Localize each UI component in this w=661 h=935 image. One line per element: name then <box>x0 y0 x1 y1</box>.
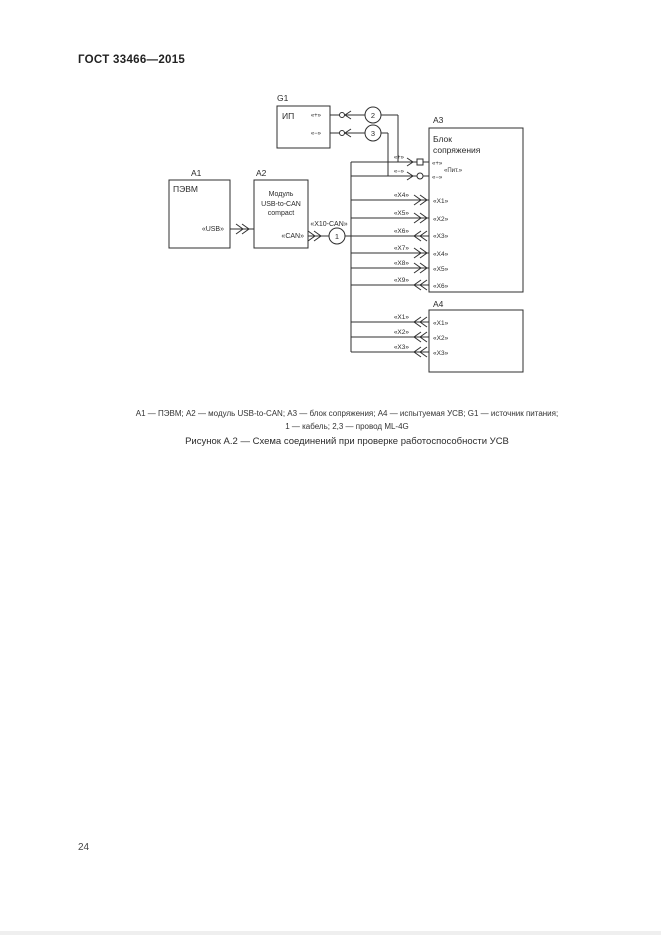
a3-pin-x3-label: «X3» <box>433 233 449 240</box>
a2-ref-label: A2 <box>256 168 267 178</box>
conductor-2-marker <box>365 107 381 123</box>
wire-a4-x-rows <box>351 322 429 352</box>
a4-x2-wire-label: «X2» <box>393 329 409 336</box>
a3-title-line2: сопряжения <box>433 145 481 155</box>
a1-name-label: ПЭВМ <box>173 184 198 194</box>
x5-wire-label: «X5» <box>393 210 409 217</box>
g1-pin-minus-label: «−» <box>310 131 321 137</box>
a2-name-line1: Модуль <box>268 191 294 198</box>
wire-a3-x-rows <box>351 200 429 285</box>
x7-wire-label: «X7» <box>393 245 409 252</box>
plus-wire-label: «+» <box>393 155 404 161</box>
svg-text:1: 1 <box>334 232 340 241</box>
a4-pin-x1-label: «X1» <box>433 320 449 327</box>
x6-wire-label: «X6» <box>393 228 409 235</box>
figure-legend-line1: А1 — ПЭВМ; А2 — модуль USB-to-CAN; А3 — блок сопряжения; А4 — испытуемая УСВ; G1 — источник питания; <box>135 409 559 418</box>
a4-x3-wire-label: «X3» <box>393 344 409 351</box>
block-a4-device-under-test <box>429 299 523 372</box>
connection-diagram <box>0 0 661 400</box>
x4-wire-label: «X4» <box>393 192 409 199</box>
g1-ref-label: G1 <box>277 93 289 103</box>
a3-pin-x2-label: «X2» <box>433 216 449 223</box>
block-a3-interface-unit <box>429 115 523 292</box>
a4-x1-wire-label: «X1» <box>393 314 409 321</box>
a1-ref-label: A1 <box>191 168 202 178</box>
g1-pin-plus-label: «+» <box>310 113 321 119</box>
a3-pin-minus-label: «−» <box>432 175 443 181</box>
a2-pin-can-label: «CAN» <box>281 233 304 240</box>
scan-bottom-edge <box>0 931 661 935</box>
a4-ref-label: A4 <box>433 299 444 309</box>
block-g1-power-source <box>277 93 330 148</box>
conductor-1-marker <box>329 228 345 244</box>
x9-wire-label: «X9» <box>393 277 409 284</box>
a2-name-line3: compact <box>267 210 295 217</box>
page-number: 24 <box>78 842 90 853</box>
a3-title-line1: Блок <box>433 134 452 144</box>
x8-wire-label: «X8» <box>393 260 409 267</box>
document-header: ГОСТ 33466—2015 <box>78 54 186 66</box>
block-a2-usb-can-module <box>254 168 308 248</box>
minus-wire-label: «−» <box>393 169 404 175</box>
a3-pin-x1-label: «X1» <box>433 198 449 205</box>
a4-pin-x3-label: «X3» <box>433 350 449 357</box>
x10-can-label: «X10-CAN» <box>310 221 348 228</box>
a4-pin-x2-label: «X2» <box>433 335 449 342</box>
figure-legend <box>70 407 624 433</box>
svg-text:3: 3 <box>370 129 376 138</box>
a3-pin-x4-label: «X4» <box>433 251 449 258</box>
figure-legend-line2: 1 — кабель; 2,3 — провод ML-4G <box>285 422 409 431</box>
a1-pin-usb-label: «USB» <box>201 226 224 233</box>
a3-pin-x6-label: «X6» <box>433 283 449 290</box>
conductor-3-marker <box>365 125 381 141</box>
wire-g1-minus <box>330 133 388 176</box>
a3-ref-label: A3 <box>433 115 444 125</box>
figure-title: Рисунок А.2 — Схема соединений при проверке работоспособности УСВ <box>185 436 509 447</box>
g1-name-label: ИП <box>282 111 295 121</box>
a3-pin-plus-label: «+» <box>432 161 443 167</box>
a2-name-line2: USB-to-CAN <box>261 201 301 208</box>
a3-pin-power-label: «Пит.» <box>444 168 463 174</box>
svg-text:2: 2 <box>370 111 376 120</box>
a3-pin-x5-label: «X5» <box>433 266 449 273</box>
block-a1-pc <box>169 168 230 248</box>
